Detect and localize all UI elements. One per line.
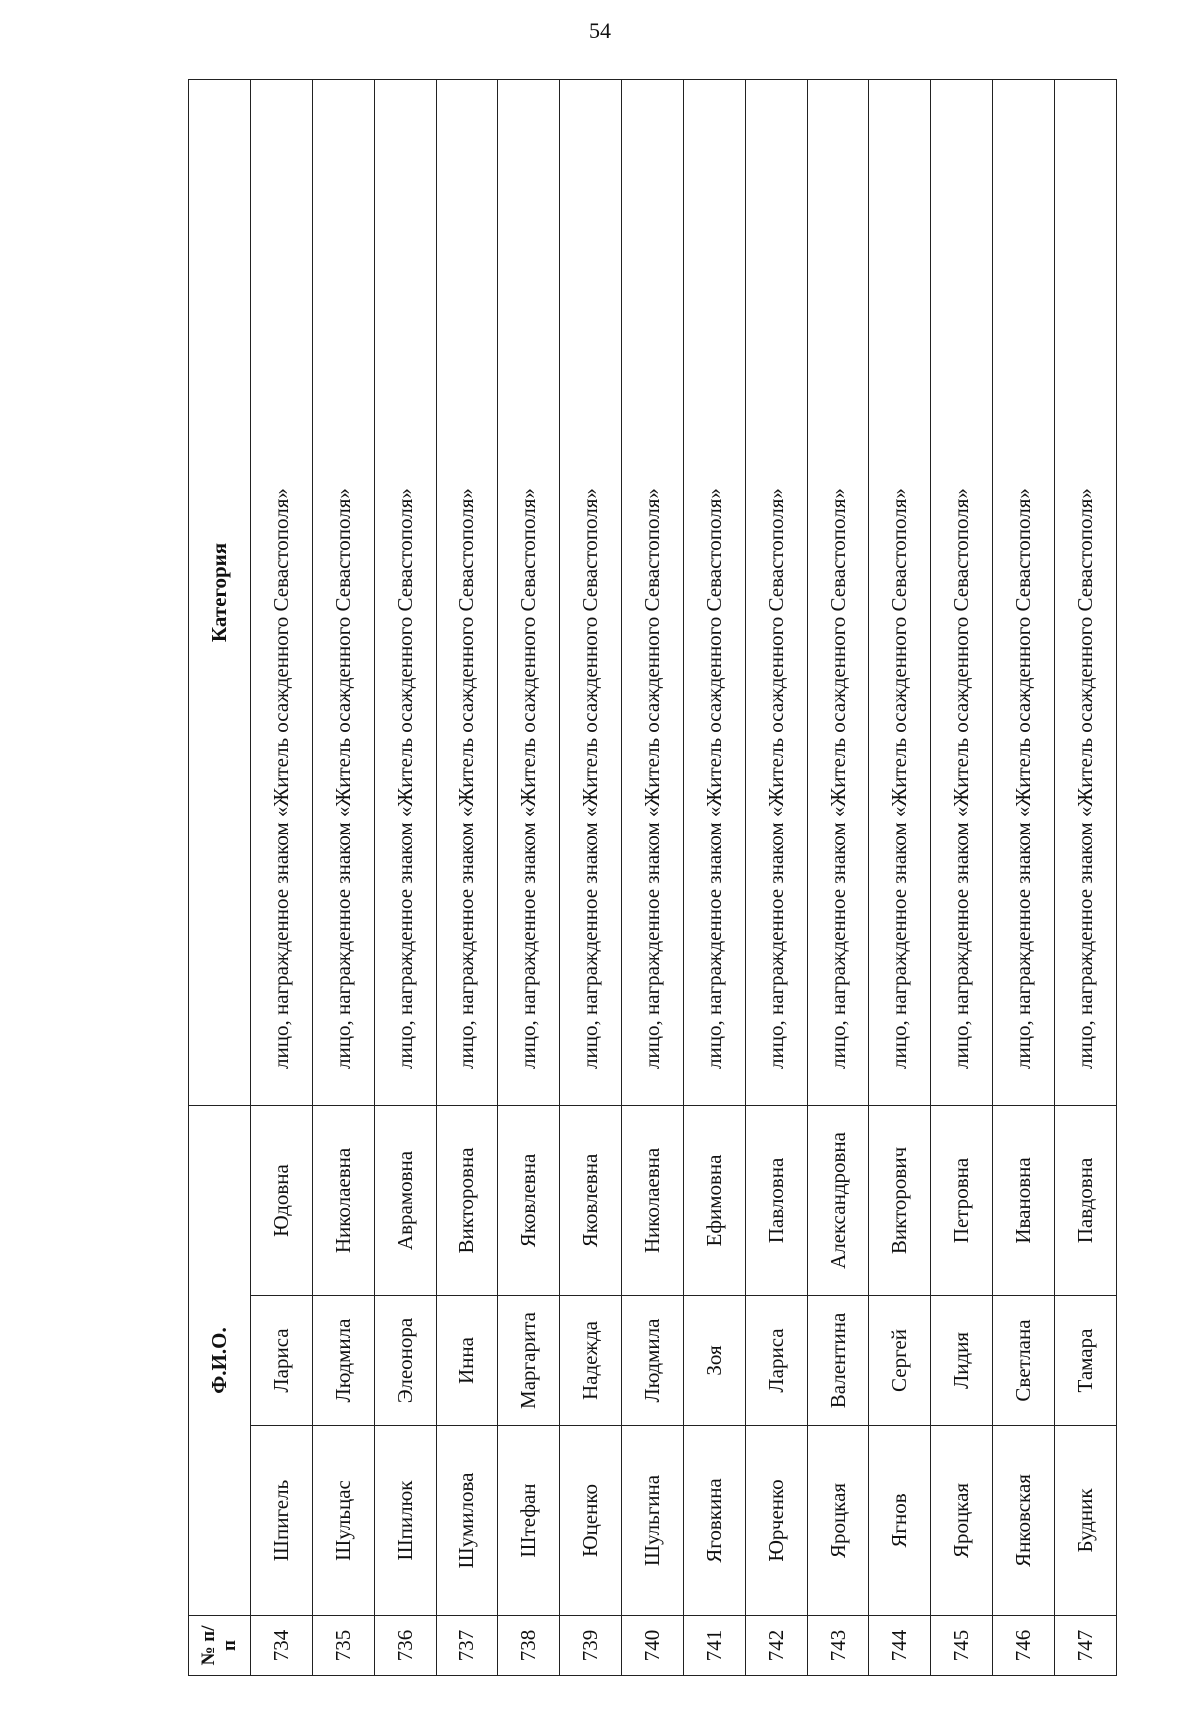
cell-surname: Яговкина — [683, 1426, 745, 1616]
cell-patronymic: Николаевна — [312, 1105, 374, 1295]
cell-patronymic: Петровна — [931, 1105, 993, 1295]
cell-num: 741 — [683, 1616, 745, 1676]
cell-surname: Ягнов — [869, 1426, 931, 1616]
cell-surname: Яроцкая — [807, 1426, 869, 1616]
cell-category: лицо, награжденное знаком «Житель осажденного Севастополя» — [622, 79, 684, 1105]
cell-num: 734 — [251, 1616, 313, 1676]
cell-category: лицо, награжденное знаком «Житель осажденного Севастополя» — [374, 79, 436, 1105]
cell-name: Лариса — [251, 1296, 313, 1426]
cell-num: 742 — [745, 1616, 807, 1676]
cell-surname: Юрченко — [745, 1426, 807, 1616]
cell-category: лицо, награжденное знаком «Житель осажденного Севастополя» — [312, 79, 374, 1105]
cell-name: Лидия — [931, 1296, 993, 1426]
cell-name: Светлана — [993, 1296, 1055, 1426]
cell-name: Надежда — [560, 1296, 622, 1426]
cell-num: 739 — [560, 1616, 622, 1676]
rotated-table-container — [188, 80, 1116, 1676]
cell-surname: Шульгина — [622, 1426, 684, 1616]
cell-category: лицо, награжденное знаком «Житель осажденного Севастополя» — [498, 79, 560, 1105]
table-row — [622, 79, 684, 1675]
cell-name: Людмила — [312, 1296, 374, 1426]
cell-surname: Шпигель — [251, 1426, 313, 1616]
cell-name: Тамара — [1054, 1296, 1116, 1426]
header-category: Категория — [189, 79, 251, 1105]
cell-num: 745 — [931, 1616, 993, 1676]
cell-name: Зоя — [683, 1296, 745, 1426]
cell-name: Маргарита — [498, 1296, 560, 1426]
cell-name: Лариса — [745, 1296, 807, 1426]
cell-surname: Янковская — [993, 1426, 1055, 1616]
table-row — [560, 79, 622, 1675]
cell-category: лицо, награжденное знаком «Житель осажденного Севастополя» — [683, 79, 745, 1105]
cell-patronymic: Аврамовна — [374, 1105, 436, 1295]
table-row — [251, 79, 313, 1675]
table-row — [312, 79, 374, 1675]
cell-num: 743 — [807, 1616, 869, 1676]
cell-category: лицо, награжденное знаком «Житель осажденного Севастополя» — [560, 79, 622, 1105]
table-header-row — [189, 79, 251, 1675]
cell-num: 747 — [1054, 1616, 1116, 1676]
cell-num: 736 — [374, 1616, 436, 1676]
cell-name: Элеонора — [374, 1296, 436, 1426]
cell-surname: Шпилюк — [374, 1426, 436, 1616]
table-row — [745, 79, 807, 1675]
cell-patronymic: Викторовна — [436, 1105, 498, 1295]
table-row — [1054, 79, 1116, 1675]
cell-patronymic: Николаевна — [622, 1105, 684, 1295]
cell-num: 744 — [869, 1616, 931, 1676]
cell-surname: Шумилова — [436, 1426, 498, 1616]
cell-name: Сергей — [869, 1296, 931, 1426]
cell-surname: Штефан — [498, 1426, 560, 1616]
cell-patronymic: Павдовна — [1054, 1105, 1116, 1295]
table-row — [931, 79, 993, 1675]
cell-patronymic: Павловна — [745, 1105, 807, 1295]
cell-category: лицо, награжденное знаком «Житель осажденного Севастополя» — [931, 79, 993, 1105]
cell-surname: Шульцас — [312, 1426, 374, 1616]
cell-name: Валентина — [807, 1296, 869, 1426]
table-row — [683, 79, 745, 1675]
header-fio: Ф.И.О. — [189, 1105, 251, 1615]
cell-patronymic: Викторович — [869, 1105, 931, 1295]
cell-num: 740 — [622, 1616, 684, 1676]
table-row — [869, 79, 931, 1675]
cell-patronymic: Александровна — [807, 1105, 869, 1295]
cell-name: Людмила — [622, 1296, 684, 1426]
cell-patronymic: Яковлевна — [560, 1105, 622, 1295]
page-number: 54 — [589, 18, 611, 43]
cell-num: 746 — [993, 1616, 1055, 1676]
cell-category: лицо, награжденное знаком «Житель осажденного Севастополя» — [745, 79, 807, 1105]
table-row — [993, 79, 1055, 1675]
recipients-table — [188, 79, 1117, 1676]
cell-name: Инна — [436, 1296, 498, 1426]
cell-category: лицо, награжденное знаком «Житель осажденного Севастополя» — [251, 79, 313, 1105]
cell-category: лицо, награжденное знаком «Житель осажденного Севастополя» — [869, 79, 931, 1105]
table-row — [498, 79, 560, 1675]
cell-patronymic: Ивановна — [993, 1105, 1055, 1295]
cell-category: лицо, награжденное знаком «Житель осажденного Севастополя» — [993, 79, 1055, 1105]
cell-surname: Юценко — [560, 1426, 622, 1616]
cell-category: лицо, награжденное знаком «Житель осажденного Севастополя» — [1054, 79, 1116, 1105]
cell-surname: Будник — [1054, 1426, 1116, 1616]
header-num: № п/п — [189, 1616, 251, 1676]
cell-num: 738 — [498, 1616, 560, 1676]
table-row — [374, 79, 436, 1675]
cell-patronymic: Юдовна — [251, 1105, 313, 1295]
table-row — [807, 79, 869, 1675]
cell-num: 735 — [312, 1616, 374, 1676]
cell-num: 737 — [436, 1616, 498, 1676]
cell-patronymic: Яковлевна — [498, 1105, 560, 1295]
cell-category: лицо, награжденное знаком «Житель осажденного Севастополя» — [807, 79, 869, 1105]
cell-patronymic: Ефимовна — [683, 1105, 745, 1295]
table-row — [436, 79, 498, 1675]
cell-surname: Яроцкая — [931, 1426, 993, 1616]
cell-category: лицо, награжденное знаком «Житель осажденного Севастополя» — [436, 79, 498, 1105]
